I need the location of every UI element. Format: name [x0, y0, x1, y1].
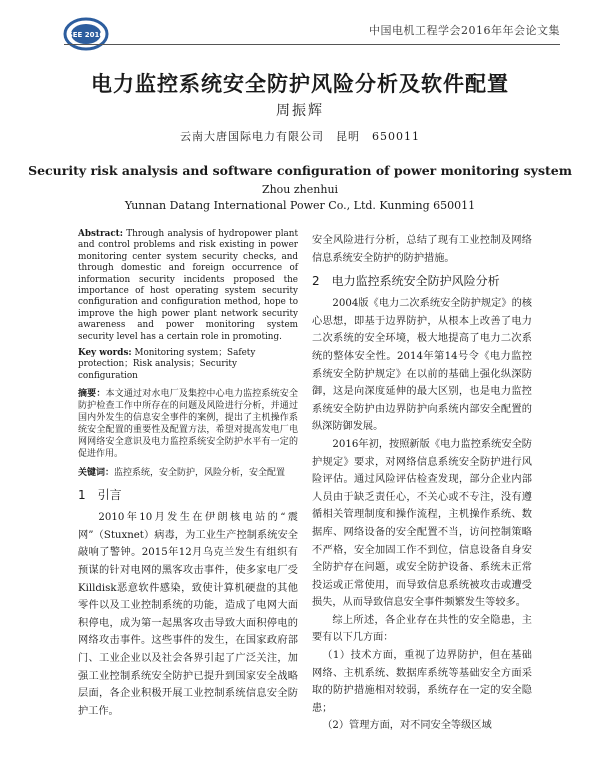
- list-item: （1）技术方面，重视了边界防护，但在基础网络、主机系统、数据库系统等基础安全方面采取的防护措施相对较弱，系统存在一定的安全隐患；: [312, 650, 532, 714]
- affiliation-cn: 云南大唐国际电力有限公司 昆明 650011: [180, 130, 420, 143]
- keywords-en-text: Monitoring system；Safety protection；Risk analysis；Security configuration: [78, 348, 256, 381]
- section-1-heading: 1 引言: [78, 488, 122, 503]
- conference-header: 中国电机工程学会2016年年会论文集: [369, 24, 560, 37]
- section-2-paragraph: 综上所述，各企业存在共性的安全隐患，主要有以下几方面：: [312, 614, 532, 644]
- section-2-paragraph: 2004版《电力二次系统安全防护规定》的核心思想，即基于边界防护，从根本上改善了电力二次系统的安全环境，极大地提高了电力二次系统的整体安全性。2014年第14号令《电力监控系统安全防护规定》在以前的基础上强化纵深防御，这是向深度延伸的最大区别，也是电力监控系统安全防护由边界防护向系统内部安全配置的纵深防御发展。: [312, 298, 532, 433]
- section-1-continuation: 安全风险进行分析，总结了现有工业控制及网络信息系统安全防护的防护措施。: [312, 235, 532, 264]
- header-divider: [64, 44, 560, 45]
- paper-title-en: Security risk analysis and software configuration of power monitoring system: [28, 163, 572, 178]
- affiliation-en: Yunnan Datang International Power Co., Ltd. Kunming 650011: [124, 199, 476, 212]
- right-column: [312, 232, 532, 735]
- section-2-paragraph: 2016年初，按照新版《电力监控系统安全防护规定》要求，对网络信息系统安全防护进行风险评估。通过风险评估检查发现，部分企业内部人员由于缺乏责任心，不关心或不专注，没有遵循相关管理制度和操作流程，主机操作系统、数据库、网络设备的安全配置不当，访问控制策略不严格，安全加固工作不到位，信息设备自身安全防护存在问题，或安全防护设备、系统未正常投运或正常使用，而导致信息系统被攻击或遭受损失，从而导致信息安全事件频繁发生等较多。: [312, 438, 532, 609]
- abstract-cn: [78, 388, 298, 460]
- keywords-cn-label: 关键词：: [78, 468, 115, 479]
- keywords-en-label: Key words:: [78, 348, 132, 359]
- author-cn: 周振辉: [276, 103, 324, 119]
- conference-logo: [62, 14, 126, 54]
- abstract-cn-label: 摘要：: [78, 389, 106, 400]
- keywords-en: [78, 348, 298, 382]
- paper-title-cn: 电力监控系统安全防护风险分析及软件配置: [91, 72, 509, 96]
- abstract-en: [78, 229, 298, 343]
- list-item: （2）管理方面，对不同安全等级区域: [322, 720, 492, 732]
- abstract-cn-text: 本文通过对水电厂及集控中心电力监控系统安全防护检查工作中所存在的问题及风险进行分析，并通过国内外发生的信息安全事件的案例，提出了主机操作系统安全配置的重要性及配置方法，希望对提高发电厂电网网络安全意识及电力监控系统安全防护水平有一定的促进作用。: [78, 389, 298, 460]
- left-column: [78, 229, 298, 720]
- author-en: Zhou zhenhui: [261, 183, 339, 196]
- keywords-cn-text: 监控系统，安全防护，风险分析，安全配置: [114, 468, 286, 479]
- logo-text: SEE 2016: [67, 31, 105, 39]
- abstract-en-label: Abstract:: [78, 229, 123, 239]
- keywords-cn: [78, 467, 298, 479]
- abstract-en-text: Through analysis of hydropower plant and control problems and risk existing in power monitoring center system security checks, and through domestic and foreign occurrence of information security incidents proposed the importance of host operating system security configuration and configuration method, hope to improve the high power plant network security awareness and power monitoring system security level has a certain role in promoting.: [78, 229, 298, 342]
- section-1-paragraph: 2010年10月发生在伊朗核电站的“震网”（Stuxnet）病毒，为工业生产控制系统安全敲响了警钟。2015年12月乌克兰发生有组织有预谋的针对电网的黑客攻击事件，使多家电厂受Killdisk恶意软件感染，致使计算机硬盘的其他零件以及工业控制系统的功能，造成了电网大面积停电，成为第一起黑客攻击导致大面积停电的网络攻击事件。这些事件的发生，在国家政府部门、工业企业以及社会各界引起了广泛关注，加强工业控制系统安全防护已提升到国家安全战略层面，各企业积极开展工业控制系统信息安全防护工作。: [78, 512, 298, 717]
- section-2-heading: 2 电力监控系统安全防护风险分析: [312, 274, 500, 289]
